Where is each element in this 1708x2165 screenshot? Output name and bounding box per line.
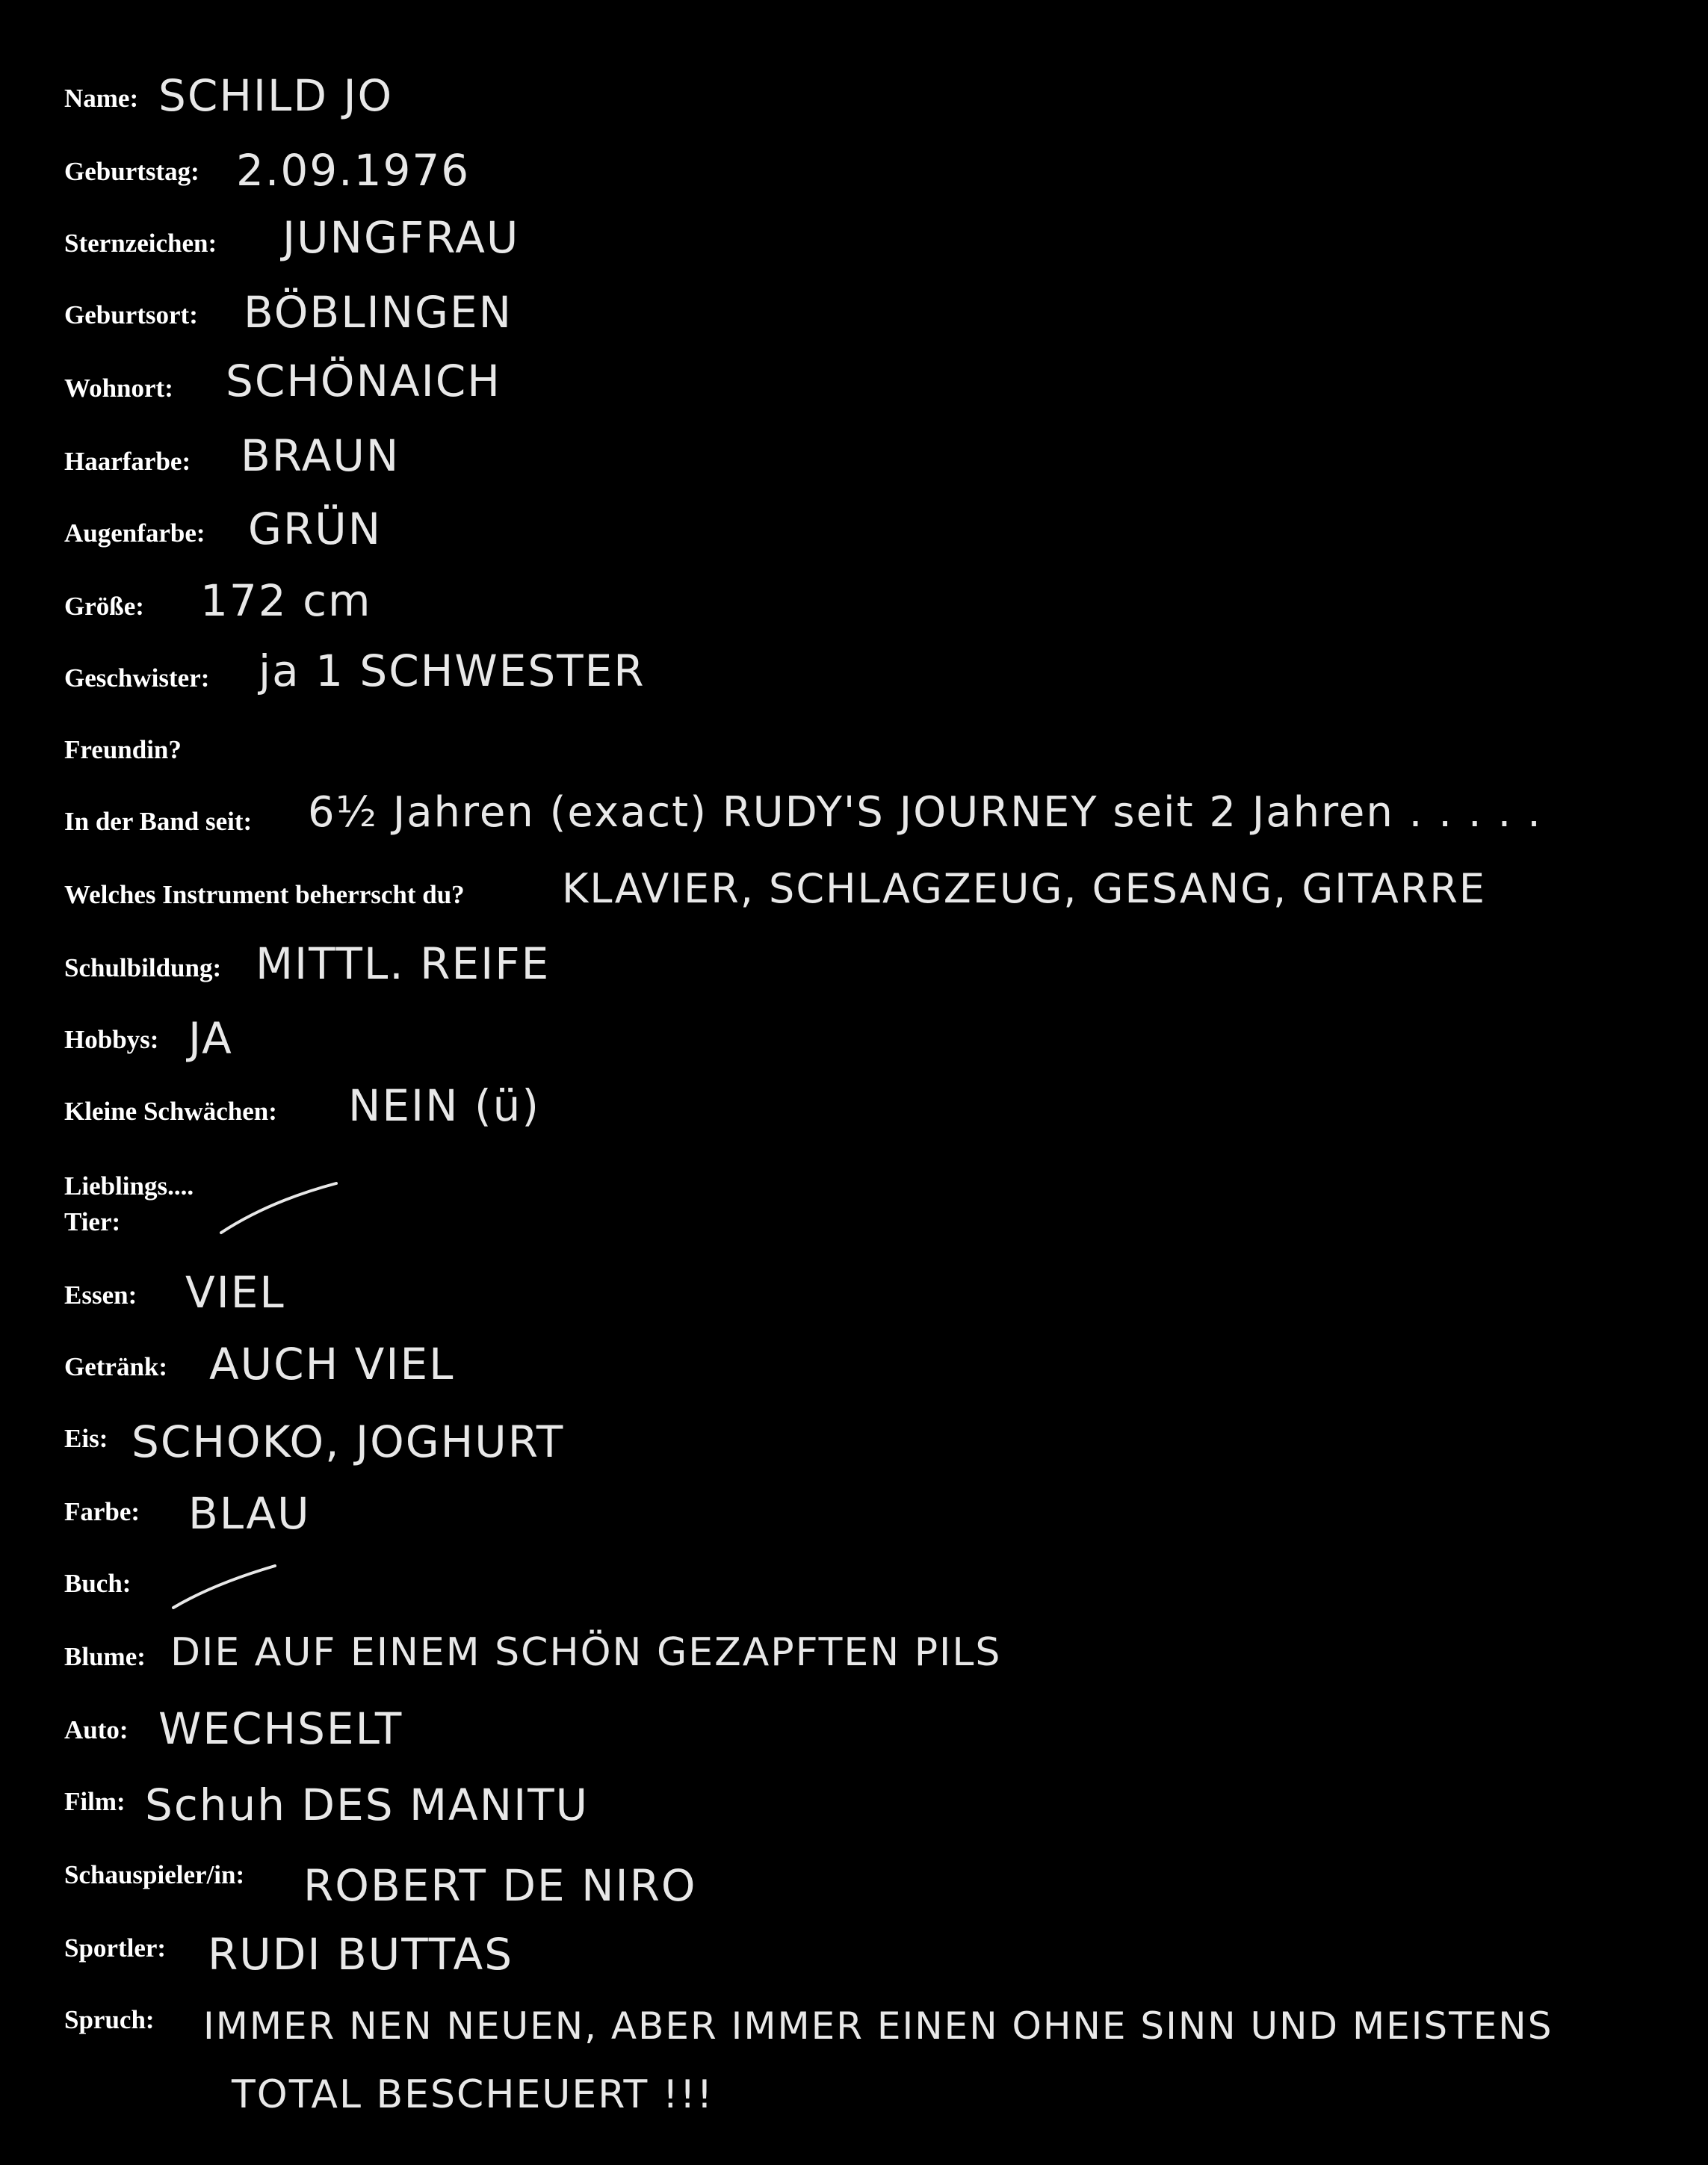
field-label-wohnort: Wohnort: (64, 374, 173, 403)
field-label-schauspieler: Schauspieler/in: (64, 1860, 245, 1889)
empty-answer-stroke-buch (169, 1561, 281, 1614)
field-label-essen: Essen: (64, 1280, 137, 1310)
section-label-lieblings: Lieblings.... (64, 1171, 194, 1201)
field-answer-essen: VIEL (185, 1267, 285, 1318)
field-label-farbe: Farbe: (64, 1497, 140, 1526)
field-label-freundin: Freundin? (64, 735, 182, 764)
field-answer-geburtstag: 2.09.1976 (236, 145, 471, 196)
field-answer-instrument: KLAVIER, SCHLAGZEUG, GESANG, GITARRE (562, 865, 1487, 912)
empty-answer-stroke-tier (217, 1179, 344, 1239)
field-answer-farbe: BLAU (188, 1488, 311, 1539)
field-label-sportler: Sportler: (64, 1933, 167, 1963)
field-label-tier: Tier: (64, 1207, 121, 1236)
field-label-instrument: Welches Instrument beherrscht du? (64, 880, 465, 909)
field-answer-film: Schuh DES MANITU (145, 1780, 590, 1830)
field-label-geschwister: Geschwister: (64, 663, 210, 693)
field-answer-wohnort: SCHÖNAICH (226, 356, 501, 406)
field-answer-hobbys: JA (188, 1013, 233, 1064)
field-answer-blume: DIE AUF EINEM SCHÖN GEZAPFTEN PILS (170, 1630, 1002, 1675)
field-label-sternzeichen: Sternzeichen: (64, 229, 217, 258)
field-answer-name: SCHILD JO (158, 70, 394, 121)
field-label-eis: Eis: (64, 1424, 108, 1453)
field-label-augenfarbe: Augenfarbe: (64, 518, 205, 548)
field-answer-band-seit: 6½ Jahren (exact) RUDY'S JOURNEY seit 2 Jahren . . . . . (308, 788, 1542, 837)
field-label-haarfarbe: Haarfarbe: (64, 447, 191, 476)
field-answer-schwaechen: NEIN (ü) (348, 1080, 540, 1131)
field-answer-geburtsort: BÖBLINGEN (244, 287, 513, 338)
field-label-geburtstag: Geburtstag: (64, 157, 199, 186)
field-label-hobbys: Hobbys: (64, 1025, 159, 1054)
field-answer-schulbildung: MITTL. REIFE (256, 938, 551, 989)
field-answer-augenfarbe: GRÜN (248, 504, 383, 554)
field-label-geburtsort: Geburtsort: (64, 300, 198, 329)
field-label-blume: Blume: (64, 1642, 146, 1671)
field-label-groesse: Größe: (64, 592, 144, 621)
field-label-schwaechen: Kleine Schwächen: (64, 1097, 277, 1126)
field-label-spruch: Spruch: (64, 2005, 155, 2034)
field-answer-sportler: RUDI BUTTAS (208, 1929, 514, 1980)
field-answer-eis: SCHOKO, JOGHURT (131, 1416, 565, 1467)
field-answer-sternzeichen: JUNGFRAU (282, 212, 520, 263)
field-answer-getraenk: AUCH VIEL (209, 1339, 455, 1390)
field-answer-spruch-line-2: TOTAL BESCHEUERT !!! (232, 2072, 714, 2117)
field-answer-haarfarbe: BRAUN (241, 430, 400, 481)
field-answer-geschwister: ja 1 SCHWESTER (259, 645, 646, 696)
field-label-auto: Auto: (64, 1715, 129, 1744)
field-label-band-seit: In der Band seit: (64, 807, 253, 836)
field-label-name: Name: (64, 84, 139, 113)
field-label-getraenk: Getränk: (64, 1352, 168, 1381)
field-answer-groesse: 172 cm (200, 575, 372, 626)
field-label-buch: Buch: (64, 1569, 131, 1598)
field-label-film: Film: (64, 1787, 126, 1816)
field-label-schulbildung: Schulbildung: (64, 953, 222, 982)
field-answer-spruch-line-1: IMMER NEN NEUEN, ABER IMMER EINEN OHNE SINN UND MEISTENS (203, 2004, 1553, 2048)
field-answer-auto: WECHSELT (158, 1703, 403, 1754)
field-answer-schauspieler: ROBERT DE NIRO (303, 1860, 697, 1911)
